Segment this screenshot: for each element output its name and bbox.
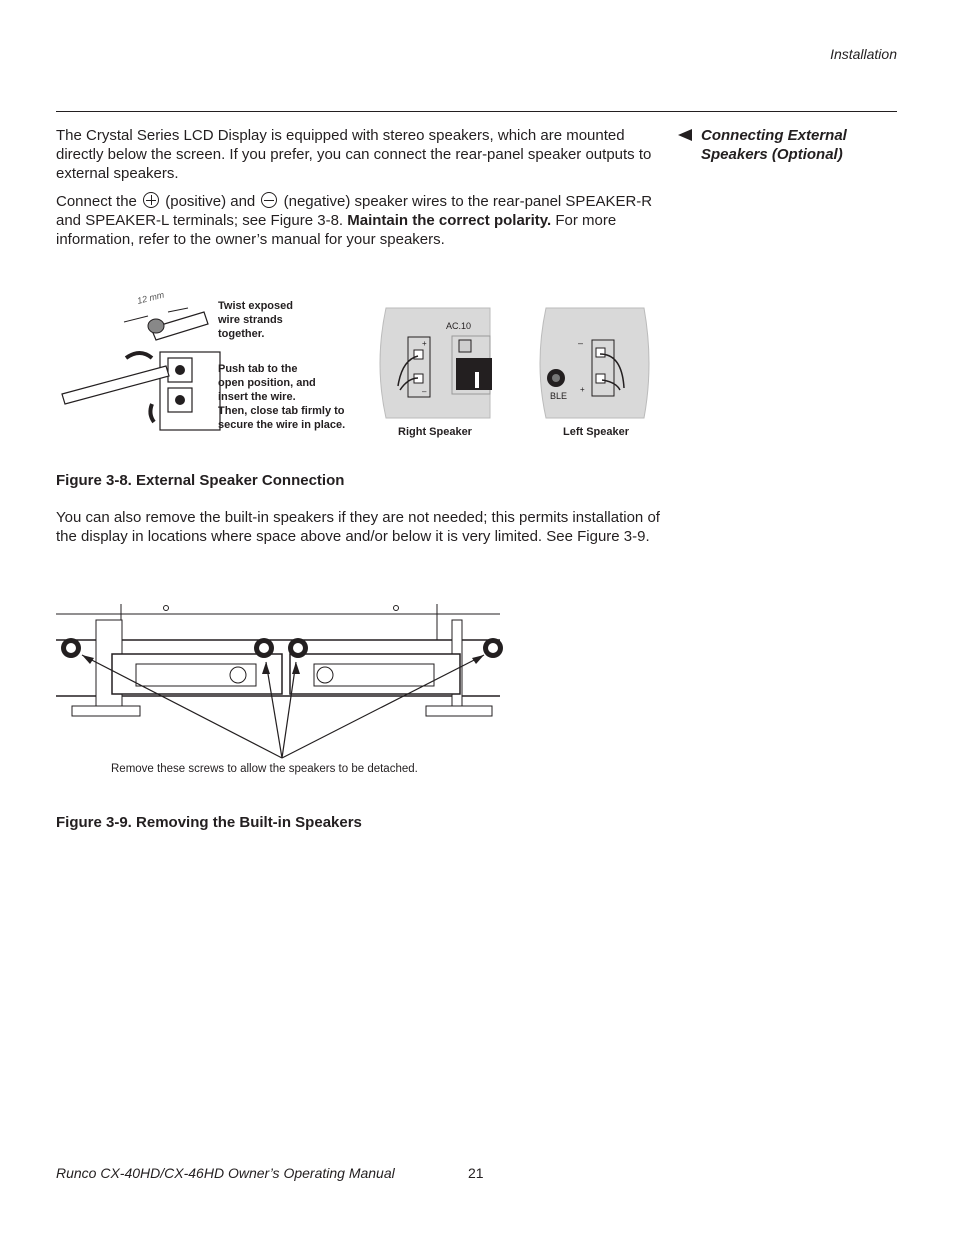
left-plus-label: +	[580, 385, 585, 394]
right-minus-label: –	[422, 387, 427, 396]
left-minus-label: –	[578, 338, 584, 348]
power-inlet-slot	[475, 372, 479, 388]
terminal-hole-bottom	[175, 395, 185, 405]
figure-speaker-connection	[56, 282, 656, 442]
header-rule	[56, 111, 897, 112]
panel-ac-label: AC.10	[446, 321, 472, 331]
speaker-left-screw-icon	[230, 667, 246, 683]
callout-arrowhead-4	[472, 655, 484, 664]
minus-circle-icon	[261, 192, 277, 208]
frame-hole-1	[164, 606, 169, 611]
arrow-left-icon	[678, 129, 692, 141]
screw-icon-4-center	[488, 643, 498, 653]
frame-hole-2	[394, 606, 399, 611]
right-speaker-panel	[380, 308, 492, 418]
terminal-hole-top	[175, 365, 185, 375]
footer-manual-title: Runco CX-40HD/CX-46HD Owner’s Operating Manual	[56, 1165, 395, 1181]
callout-line-3	[282, 662, 296, 758]
screw-icon-2-center	[259, 643, 269, 653]
power-switch	[459, 340, 471, 352]
callout-arrowhead-1	[82, 655, 94, 664]
right-speaker-label: Right Speaker	[398, 426, 472, 438]
cable-jack-center	[552, 374, 560, 382]
left-foot	[72, 706, 140, 716]
power-inlet	[456, 358, 492, 390]
speaker-right-screw-icon	[317, 667, 333, 683]
figure-3-9-caption: Figure 3-9. Removing the Built-in Speakers	[56, 814, 362, 831]
left-panel-body	[540, 308, 649, 418]
left-terminal-top	[596, 348, 605, 357]
polarity-warning: Maintain the correct polarity.	[347, 212, 552, 229]
footer-page-number: 21	[468, 1165, 484, 1181]
paragraph-connect-d: For more information, refer to the owner’s manual for your speakers.	[56, 212, 617, 248]
dimension-arrow-right	[168, 308, 188, 312]
paragraph-connect	[56, 192, 661, 249]
right-plus-label: +	[422, 339, 427, 348]
inserted-wire	[62, 366, 169, 404]
left-speaker-panel	[540, 308, 649, 418]
panel-ble-label: BLE	[550, 391, 568, 401]
screw-callout-text: Remove these screws to allow the speakers to be detached.	[111, 763, 418, 775]
plus-circle-icon	[143, 192, 159, 208]
speaker-connection-drawing	[56, 282, 656, 442]
figure-removing-speakers	[56, 600, 506, 780]
removing-speakers-drawing	[56, 600, 506, 780]
section-heading-text: Connecting External Speakers (Optional)	[701, 127, 847, 163]
paragraph-intro: The Crystal Series LCD Display is equipped with stereo speakers, which are mounted directly below the screen. If you prefer, you can connect the rear-panel speaker outputs to external speakers.	[56, 127, 652, 182]
note-push-tab: Push tab to the open position, and insert the wire. Then, close tab firmly to secure the wire in place.	[218, 363, 346, 431]
paragraph-remove: You can also remove the built-in speakers if they are not needed; this permits installation of the display in locations where space above and/or below it is very limited. See Figure 3-9.	[56, 509, 660, 545]
left-terminal-bottom	[596, 374, 605, 383]
dimension-arrow-left	[124, 316, 148, 322]
screw-icon-1-center	[66, 643, 76, 653]
twisted-strands	[148, 319, 164, 333]
close-tab-arrow-icon	[150, 404, 154, 422]
screw-icon-3-center	[293, 643, 303, 653]
paragraph-connect-a: Connect the	[56, 193, 137, 210]
figure-3-8-caption: Figure 3-8. External Speaker Connection	[56, 472, 345, 489]
left-speaker-label: Left Speaker	[563, 426, 630, 438]
paragraph-connect-b: (positive) and	[165, 193, 256, 210]
running-header: Installation	[830, 46, 897, 62]
paragraph-connect-c: (negative) speaker wires to the rear-panel SPEAKER-R and SPEAKER-L terminals; see Figure 3-8.	[56, 193, 653, 229]
note-twist: Twist exposed wire strands together.	[218, 300, 293, 340]
right-foot	[426, 706, 492, 716]
dimension-label: 12 mm	[136, 289, 166, 306]
open-tab-arrow-icon	[126, 353, 152, 358]
